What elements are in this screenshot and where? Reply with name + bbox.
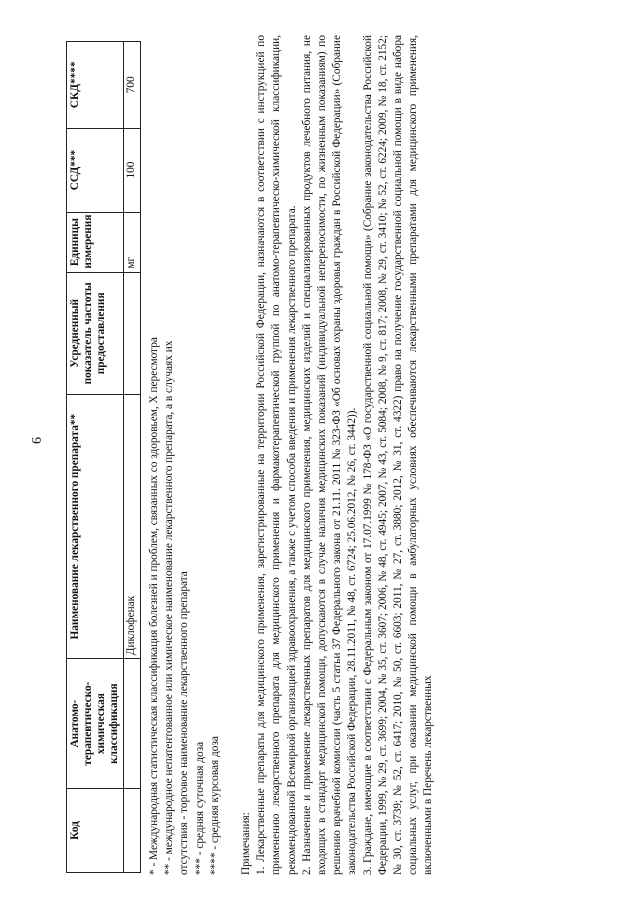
table-header-row <box>67 42 124 873</box>
notes-heading: Примечания: <box>240 812 253 875</box>
table-row <box>124 42 141 873</box>
cell-frequency <box>124 272 141 394</box>
header-frequency: Усредненный показатель частоты предоставления <box>67 272 124 394</box>
note-2: 2. Назначение и применение лекарственных препаратов для медицинского применения, медицинских изделий и специализированных продуктов лечебного питания, не входящих в стандарт медицинской помощи, допускаются в случае наличия медицинских показаний (индивидуальной непереносимости, по жизненным показаниям) по решению врачебной комиссии (часть 5 статьи 37 Федерального закона от 21.11. 2011 № 323-ФЗ «Об основах охраны здоровья граждан в Российской Федерации» (Собрание законодательства Российской Федерации, 28.11.2011, № 48, ст. 6724; 25.06.2012, № 26, ст. 3442)). <box>300 35 359 875</box>
note-1: 1. Лекарственные препараты для медицинского применения, зарегистрированные на территории Российской Федерации, назначаются в соответствии с инструкцией по применению лекарственного препарата для медицинского применения и фармакотерапевтической группой по анатомо-терапевтическо-химической классификации, рекомендованной Всемирной организацией здравоохранения, а также с учетом способа введения и применения лекарственного препарата. <box>255 35 298 875</box>
footnotes <box>147 35 223 875</box>
cell-code <box>124 788 141 872</box>
cell-atc <box>124 659 141 789</box>
header-sdd: ССД*** <box>67 128 124 212</box>
footnote-inn-cont: отсутствия - торговое наименование лекарственного препарата <box>178 571 191 875</box>
drug-table <box>66 41 141 873</box>
cell-unit: мг <box>124 212 141 272</box>
header-drug-name: Наименование лекарственного препарата** <box>67 395 124 659</box>
header-code: Код <box>67 788 124 872</box>
note-3: 3. Граждане, имеющие в соответствии с Федеральным законом от 17.07.1999 № 178-ФЗ «О государственной социальной помощи» (Собрание законодательства Российской Федерации, 1999, № 29, ст. 3699; 2004, № 35, ст. 3607; 2006, № 48, ст. 4945; 2007, № 43, ст. 5084; 2008, № 9, ст. 817; 2008, № 29, ст. 3410; № 52, ст. 6224; 2009, № 18, ст. 2152; № 30, ст. 3739; № 52, ст. 6417; 2010, № 50, ст. 6603; 2011, № 27, ст. 3880; 2012, № 31, ст. 4322) право на получение государственной социальной помощи в виде набора социальных услуг, при оказании медицинской помощи в амбулаторных условиях обеспечиваются лекарственными препаратами для медицинского применения, включенными в Перечень лекарственных <box>361 35 435 875</box>
cell-sdd: 100 <box>124 128 141 212</box>
header-atc: Анатомо-терапевтическо-химическая классификация <box>67 659 124 789</box>
footnote-sdd: *** - средняя суточная доза <box>193 741 206 875</box>
header-skd: СКД**** <box>67 42 124 129</box>
notes <box>239 35 437 875</box>
rotated-page-content <box>66 35 606 875</box>
header-unit: Единицы измерения <box>67 212 124 272</box>
page-number: 6 <box>30 437 45 444</box>
cell-drug-name: Диклофенак <box>124 395 141 659</box>
footnote-inn: ** - международное непатентованное или химическое наименование лекарственного препарата, а в случаях их <box>163 340 176 875</box>
footnote-icd: * - Международная статистическая классификация болезней и проблем, связанных со здоровьем, X пересмотра <box>148 337 160 875</box>
footnote-skd: **** - средняя курсовая доза <box>208 736 221 875</box>
cell-skd: 700 <box>124 42 141 129</box>
